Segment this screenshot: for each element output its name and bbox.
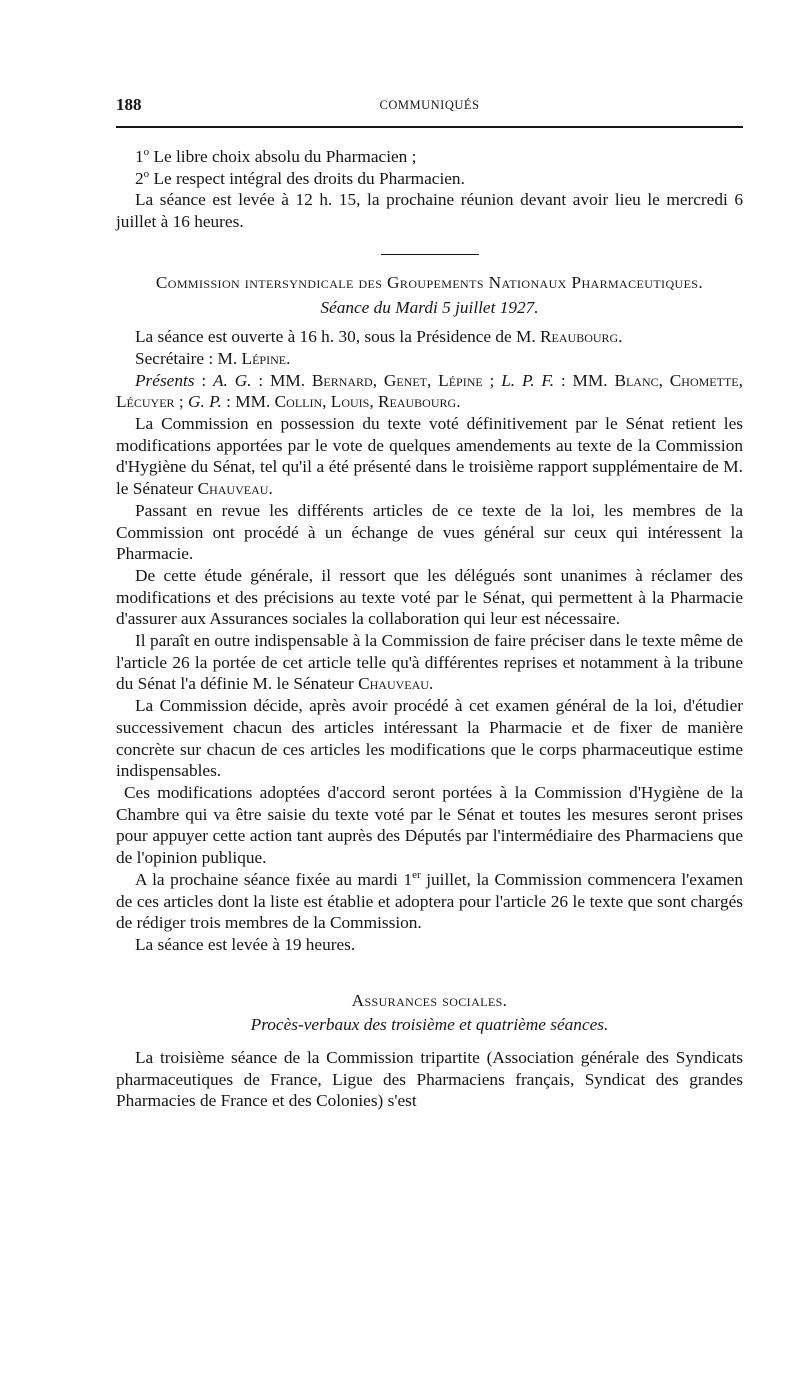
commission-title: Commission intersyndicale des Groupements Nationaux Pharmaceutiques. bbox=[155, 272, 704, 292]
paragraph-closing: La séance est levée à 19 heures. bbox=[135, 934, 356, 954]
assurances-subtitle: Procès-verbaux des troisième et quatrième séances. bbox=[250, 1015, 609, 1035]
attendees-paragraph: Présents : A. G. : MM. Bernard, Genet, Lépine ; L. P. F. : MM. Blanc, Chomette, Lécuyer ; G. P. : MM. Collin, Louis, Reaubourg. bbox=[116, 370, 743, 412]
paragraph-text-voted: La Commission en possession du texte voté définitivement par le Sénat retient les modifications apportées par le vote de quelques amendements au texte de la Commission d'Hygiène du Sénat, tel qu'il a été présenté dans le troisième rapport supplémentaire de M. le Sénateur Chauveau. bbox=[116, 414, 743, 499]
page-body bbox=[116, 146, 743, 1112]
paragraph-modifications: Ces modifications adoptées d'accord seront portées à la Commission d'Hygiène de la Chambre qui va être saisie du texte voté par le Sénat et toutes les mesures seront prises pour appuyer cette action tant auprès des Députés par l'intermédiaire des Pharmaciens que de l'opinion publique. bbox=[116, 782, 743, 868]
paragraph-general-study: De cette étude générale, il ressort que les délégués sont unanimes à réclamer des modifications et des précisions au texte voté par le Sénat, qui permettent à la Pharmacie d'assurer aux Assurances sociales la collaboration qui leur est nécessaire. bbox=[116, 565, 743, 629]
section-separator bbox=[381, 254, 479, 255]
header-rule bbox=[116, 126, 743, 128]
page-number: 188 bbox=[116, 95, 142, 114]
paragraph-article-26: Il paraît en outre indispensable à la Commission de faire préciser dans le texte même de l'article 26 la portée de cet article telle qu'à différentes reprises et notamment à la tribune du Sénat l'a définie M. le Sénateur Chauveau. bbox=[116, 631, 743, 694]
intro-item-1: 1$^o$ Le libre choix absolu du Pharmacien ; bbox=[135, 146, 417, 166]
assurances-paragraph: La troisième séance de la Commission tripartite (Association générale des Syndicats pharmaceutiques de France, Ligue des Pharmaciens français, Syndicat des grandes Pharmacies de France et des Colonies) s'est bbox=[116, 1048, 743, 1111]
secretary-line: Secrétaire : M. Lépine. bbox=[135, 348, 291, 368]
paragraph-decision: La Commission décide, après avoir procédé à cet examen général de la loi, d'étudier successivement chacun des articles intéressant la Pharmacie et de fixer de manière concrète sur chacun de ces articles les modifications que le corps pharmaceutique estime indispensables. bbox=[116, 696, 743, 781]
opening-paragraph: La séance est ouverte à 16 h. 30, sous la Présidence de M. Reaubourg. bbox=[135, 327, 623, 347]
paragraph-review: Passant en revue les différents articles de ce texte de la loi, les membres de la Commission ont procédé à un échange de vues général sur ceux qui intéressent la Pharmacie. bbox=[116, 500, 743, 564]
intro-closing: La séance est levée à 12 h. 15, la prochaine réunion devant avoir lieu le mercredi 6 juillet à 16 heures. bbox=[116, 190, 743, 232]
commission-subtitle: Séance du Mardi 5 juillet 1927. bbox=[320, 297, 539, 317]
paragraph-next-session: A la prochaine séance fixée au mardi 1er juillet, la Commission commencera l'examen de ces articles dont la liste est établie et adoptera pour l'article 26 le texte que sont chargés de rédiger trois membres de la Commission. bbox=[116, 869, 743, 933]
running-head: COMMUNIQUÉS bbox=[379, 98, 480, 112]
intro-item-2: 2$^o$ Le respect intégral des droits du Pharmacien. bbox=[135, 167, 465, 188]
assurances-title: Assurances sociales. bbox=[351, 990, 508, 1010]
page-header bbox=[116, 95, 743, 121]
